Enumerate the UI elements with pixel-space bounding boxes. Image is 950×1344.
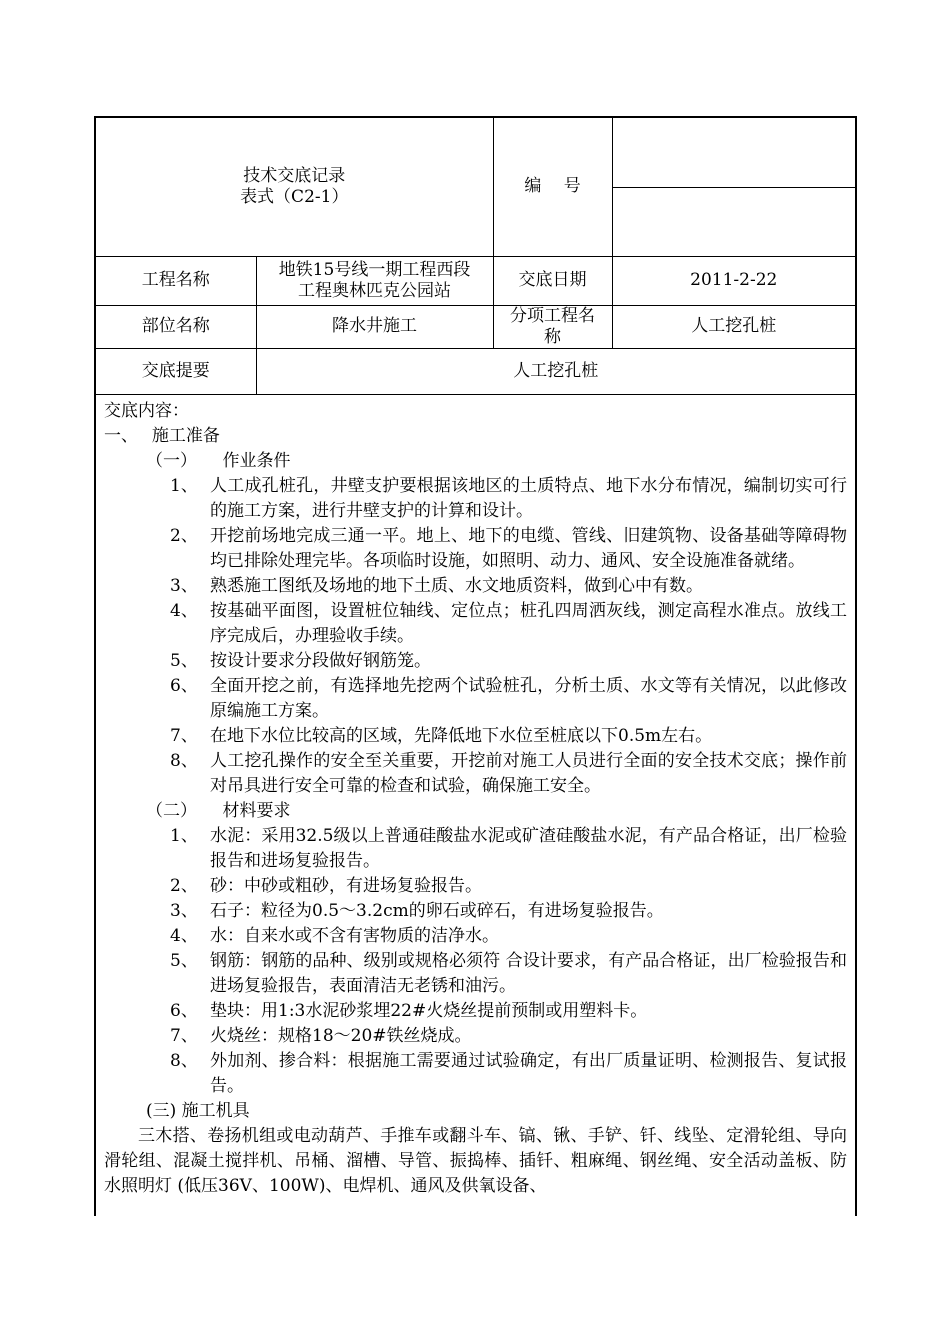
- summary-label: 交底提要: [96, 348, 256, 394]
- content-body: [96, 395, 855, 1199]
- subitem-label-line1: 分项工程名: [510, 305, 596, 326]
- list-item: [104, 949, 847, 999]
- date-label: 交底日期: [493, 256, 612, 305]
- item-text: 石子：粒径为0.5～3.2cm的卵石或碎石，有进场复验报告。: [210, 900, 664, 921]
- subsection-heading-1: （一） 作业条件: [146, 450, 291, 471]
- list-item: [104, 874, 847, 899]
- content-heading: 交底内容：: [104, 400, 189, 421]
- item-text: 垫块：用1:3水泥砂浆埋22#火烧丝提前预制或用塑料卡。: [210, 1000, 648, 1021]
- date-value: 2011-2-22: [612, 256, 855, 305]
- item-number: 4、: [170, 600, 198, 621]
- item-number: 5、: [170, 650, 198, 671]
- subitem-value: 人工挖孔桩: [612, 305, 855, 348]
- list-item: [104, 574, 847, 599]
- item-text: 开挖前场地完成三通一平。地上、地下的电缆、管线、旧建筑物、设备基础等障碍物均已排除处理完毕。各项临时设施，如照明、动力、通风、安全设施准备就绪。: [210, 525, 847, 571]
- item-number: 8、: [170, 750, 198, 771]
- item-number: 4、: [170, 925, 198, 946]
- form-title-code: 表式（C2-1）: [240, 186, 349, 207]
- list-item: [104, 1024, 847, 1049]
- item-number: 7、: [170, 1025, 198, 1046]
- list-item: [104, 999, 847, 1024]
- item-text: 全面开挖之前，有选择地先挖两个试验桩孔，分析土质、水文等有关情况，以此修改原编施工方案。: [210, 675, 847, 721]
- form-title: [96, 118, 493, 256]
- equipment-paragraph: 三木搭、卷扬机组或电动葫芦、手推车或翻斗车、镐、锹、手铲、钎、线坠、定滑轮组、导向滑轮组、混凝土搅拌机、吊桶、溜槽、导管、振捣棒、插钎、粗麻绳、钢丝绳、安全活动盖板、防水照明灯 (低压36V、100W)、电焊机、通风及供氧设备、: [104, 1125, 847, 1196]
- item-text: 火烧丝：规格18～20#铁丝烧成。: [210, 1025, 472, 1046]
- section-heading-1: 一、 施工准备: [104, 425, 220, 446]
- item-text: 水泥：采用32.5级以上普通硅酸盐水泥或矿渣硅酸盐水泥，有产品合格证，出厂检验报告和进场复验报告。: [210, 825, 847, 871]
- list-item: [104, 599, 847, 649]
- code-value-2: [612, 187, 855, 256]
- item-number: 3、: [170, 900, 198, 921]
- item-text: 人工挖孔操作的安全至关重要，开挖前对施工人员进行全面的安全技术交底；操作前对吊具进行安全可靠的检查和试验，确保施工安全。: [210, 750, 847, 796]
- project-label: 工程名称: [96, 256, 256, 305]
- item-number: 8、: [170, 1050, 198, 1071]
- code-value-1: [612, 118, 855, 187]
- item-text: 砂：中砂或粗砂，有进场复验报告。: [210, 875, 482, 896]
- code-label: 编 号: [493, 118, 612, 256]
- summary-value: 人工挖孔桩: [256, 348, 855, 394]
- list-item: [104, 899, 847, 924]
- item-number: 3、: [170, 575, 198, 596]
- project-value: [256, 256, 493, 305]
- project-value-line2: 工程奥林匹克公园站: [298, 280, 451, 301]
- list-item: [104, 674, 847, 724]
- item-number: 2、: [170, 525, 198, 546]
- item-text: 钢筋：钢筋的品种、级别或规格必须符 合设计要求，有产品合格证，出厂检验报告和进场复验报告，表面清洁无老锈和油污。: [210, 950, 847, 996]
- item-text: 熟悉施工图纸及场地的地下土质、水文地质资料，做到心中有数。: [210, 575, 703, 596]
- header-table: [96, 118, 855, 395]
- list-item: [104, 474, 847, 524]
- list-item: [104, 924, 847, 949]
- list-item: [104, 724, 847, 749]
- subitem-label: [493, 305, 612, 348]
- project-value-line1: 地铁15号线一期工程西段: [278, 259, 471, 280]
- subsection-heading-3: (三) 施工机具: [146, 1100, 250, 1121]
- subitem-label-line2: 称: [544, 326, 562, 347]
- item-text: 水：自来水或不含有害物质的洁净水。: [210, 925, 499, 946]
- list-item: [104, 524, 847, 574]
- list-item: [104, 824, 847, 874]
- part-value: 降水井施工: [256, 305, 493, 348]
- part-label: 部位名称: [96, 305, 256, 348]
- item-number: 1、: [170, 825, 198, 846]
- subsection-heading-2: （二） 材料要求: [146, 800, 291, 821]
- item-text: 人工成孔桩孔，井壁支护要根据该地区的土质特点、地下水分布情况，编制切实可行的施工方案，进行井壁支护的计算和设计。: [210, 475, 847, 521]
- list-item: [104, 649, 847, 674]
- item-text: 按设计要求分段做好钢筋笼。: [210, 650, 431, 671]
- item-number: 7、: [170, 725, 198, 746]
- item-number: 5、: [170, 950, 198, 971]
- item-text: 在地下水位比较高的区域，先降低地下水位至桩底以下0.5m左右。: [210, 725, 713, 746]
- form-title-main: 技术交底记录: [243, 165, 346, 186]
- item-number: 6、: [170, 675, 198, 696]
- item-text: 外加剂、掺合料：根据施工需要通过试验确定，有出厂质量证明、检测报告、复试报告。: [210, 1050, 847, 1096]
- list-item: [104, 1049, 847, 1099]
- list-item: [104, 749, 847, 799]
- item-number: 6、: [170, 1000, 198, 1021]
- item-text: 按基础平面图，设置桩位轴线、定位点；桩孔四周洒灰线，测定高程水准点。放线工序完成后，办理验收手续。: [210, 600, 847, 646]
- item-number: 2、: [170, 875, 198, 896]
- item-number: 1、: [170, 475, 198, 496]
- document-frame: [94, 116, 857, 1216]
